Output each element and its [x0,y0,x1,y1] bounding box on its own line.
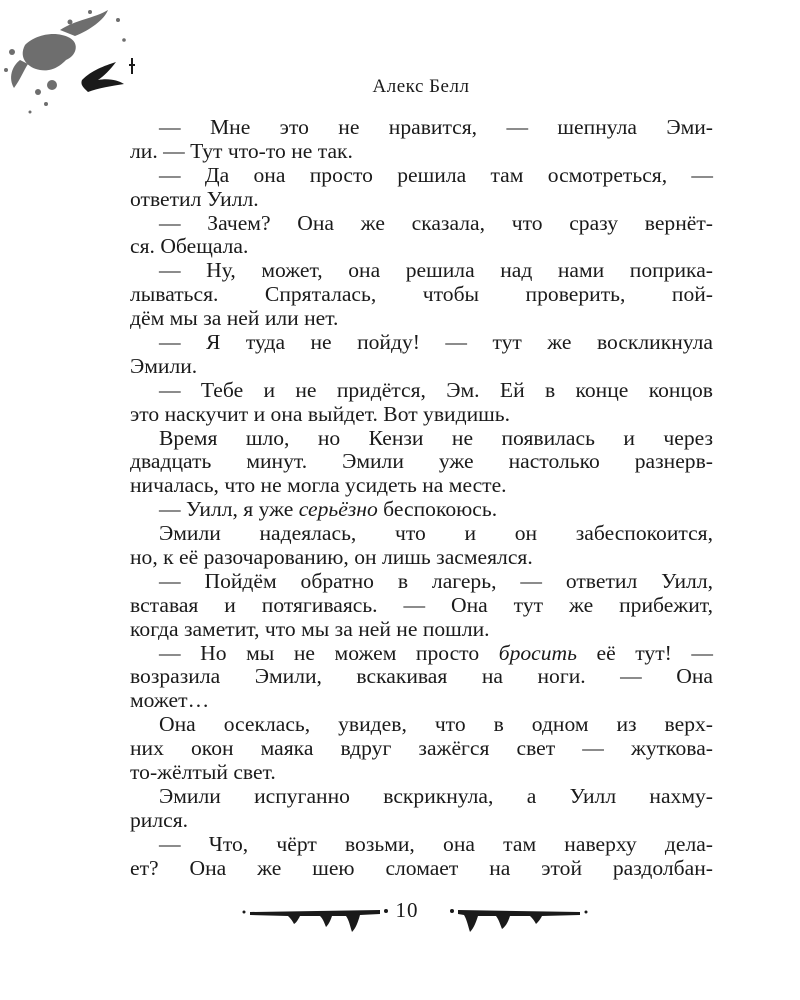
text-line: — Но мы не можем просто бросить её тут! — [159,640,713,665]
text-line: — Я туда не пойду! — тут же воскликнула [159,330,713,355]
text-line: них окон маяка вдруг зажёгся свет — жуткова- [130,736,713,761]
text-line: — Тебе и не придётся, Эм. Ей в конце концов [159,377,713,402]
text-line: Она осеклась, увидев, что в одном из верх- [159,712,713,737]
emphasis: бросить [498,640,577,665]
text-line: Эмили надеялась, что и он забеспокоится, [159,521,713,546]
text-line: Время шло, но Кензи не появилась и через [159,425,713,450]
text-line: ли. — Тут что-то не так. [130,138,353,163]
text-line: ся. Обещала. [130,234,249,259]
text-line: дём мы за ней или нет. [130,306,339,331]
text-line: ет? Она же шею сломает на этой раздолбан- [130,855,713,880]
text-line: — Мне это не нравится, — шепнула Эми- [159,115,713,139]
text-line: — Да она просто решила там осмотреться, — [159,162,713,187]
text-line: то-жёлтый свет. [130,760,276,785]
text-line: ничалась, что не могла усидеть на месте. [130,473,507,498]
text-line: это наскучит и она выйдет. Вот увидишь. [130,401,511,426]
text-line: ответил Уилл. [130,186,259,211]
text-line: — Ну, может, она решила над нами поприка- [159,258,713,283]
page-number: 10 [395,898,419,922]
text-line: — Пойдём обратно в лагерь, — ответил Уилл, [159,568,713,593]
text-line: возразила Эмили, вскакивая на ноги. — Она [130,664,713,689]
text-line: лываться. Спряталась, чтобы проверить, пой- [130,282,713,307]
emphasis: серьёзно [298,497,378,522]
text-line: рился. [130,807,189,832]
text-line: но, к её разочарованию, он лишь засмеялся. [130,545,533,570]
text-line: — Уилл, я уже серьёзно беспокоюсь. [159,497,498,522]
text-line: двадцать минут. Эмили уже настолько разнерв- [130,449,713,474]
text-line: вставая и потягиваясь. — Она тут же прибежит, [130,592,713,617]
text-line: Эмили. [130,353,198,378]
text-line: Эмили испуганно вскрикнула, а Уилл нахму- [159,783,713,808]
text-line: когда заметит, что мы за ней не пошли. [130,616,490,641]
text-line: может… [130,688,210,713]
text-line: — Что, чёрт возьми, она там наверху дела- [159,831,713,856]
text-line: — Зачем? Она же сказала, что сразу вернёт- [159,210,713,235]
running-head-author: Алекс Белл [372,76,470,97]
body-text [130,116,713,881]
